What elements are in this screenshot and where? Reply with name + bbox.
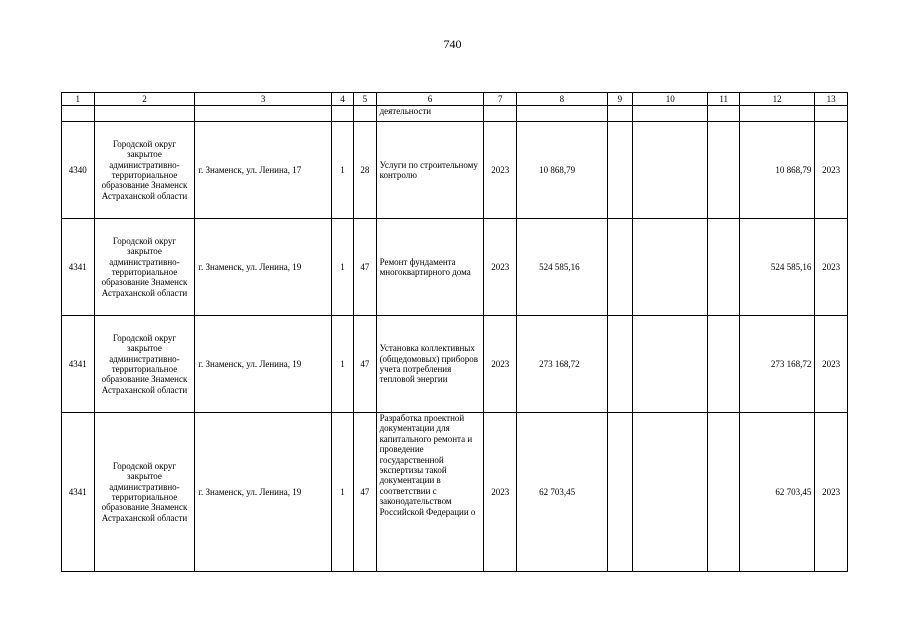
municipality-cell: Городской округ закрытое административно-территориальное образование Знаменск Астраханской области <box>94 219 195 316</box>
cell-empty <box>331 106 353 122</box>
address-cell: г. Знаменск, ул. Ленина, 17 <box>195 122 331 219</box>
header-cell-10: 10 <box>633 93 708 106</box>
col10-cell <box>633 316 708 413</box>
cell-empty <box>815 106 848 122</box>
col13-year-cell: 2023 <box>815 219 848 316</box>
cell-empty <box>740 106 815 122</box>
row-number: 4341 <box>62 219 95 316</box>
municipality-cell: Городской округ закрытое административно-территориальное образование Знаменск Астраханской области <box>94 122 195 219</box>
header-cell-13: 13 <box>815 93 848 106</box>
header-cell-7: 7 <box>484 93 517 106</box>
col5-cell: 28 <box>354 122 376 219</box>
total-cost-cell: 62 703,45 <box>517 413 608 572</box>
col13-year-cell: 2023 <box>815 413 848 572</box>
cell-empty <box>633 106 708 122</box>
row-number: 4341 <box>62 413 95 572</box>
year-cell: 2023 <box>484 122 517 219</box>
year-cell: 2023 <box>484 316 517 413</box>
continuation-text: деятельности <box>376 106 484 122</box>
col4-cell: 1 <box>331 219 353 316</box>
col10-cell <box>633 413 708 572</box>
address-cell: г. Знаменск, ул. Ленина, 19 <box>195 413 331 572</box>
total-cost-cell: 524 585,16 <box>517 219 608 316</box>
col9-cell <box>607 219 632 316</box>
table-row <box>62 122 848 219</box>
col11-cell <box>708 219 740 316</box>
col4-cell: 1 <box>331 122 353 219</box>
table-row <box>62 413 848 572</box>
cell-empty <box>517 106 608 122</box>
cell-empty <box>484 106 517 122</box>
work-type-cell: Услуги по строительному контролю <box>376 122 484 219</box>
col10-cell <box>633 122 708 219</box>
col5-cell: 47 <box>354 316 376 413</box>
row-number: 4341 <box>62 316 95 413</box>
page-number: 740 <box>443 37 462 51</box>
municipality-cell: Городской округ закрытое административно-территориальное образование Знаменск Астраханской области <box>94 316 195 413</box>
cell-empty <box>607 106 632 122</box>
col11-cell <box>708 316 740 413</box>
cell-empty <box>708 106 740 122</box>
cell-empty <box>62 106 95 122</box>
total-cost-cell: 10 868,79 <box>517 122 608 219</box>
work-type-cell: Разработка проектной документации для капитального ремонта и проведение государственной экспертизы такой документации в соответствии с законодательством Российской Федерации о <box>376 413 484 572</box>
col9-cell <box>607 413 632 572</box>
address-cell: г. Знаменск, ул. Ленина, 19 <box>195 219 331 316</box>
cell-empty <box>354 106 376 122</box>
col12-cost-cell: 10 868,79 <box>740 122 815 219</box>
year-cell: 2023 <box>484 219 517 316</box>
col9-cell <box>607 122 632 219</box>
header-cell-4: 4 <box>331 93 353 106</box>
work-type-cell: Установка коллективных (общедомовых) приборов учета потребления тепловой энергии <box>376 316 484 413</box>
col13-year-cell: 2023 <box>815 316 848 413</box>
col5-cell: 47 <box>354 413 376 572</box>
header-row <box>62 93 848 106</box>
header-cell-8: 8 <box>517 93 608 106</box>
header-cell-3: 3 <box>195 93 331 106</box>
header-cell-5: 5 <box>354 93 376 106</box>
header-cell-1: 1 <box>62 93 95 106</box>
col9-cell <box>607 316 632 413</box>
col12-cost-cell: 524 585,16 <box>740 219 815 316</box>
address-cell: г. Знаменск, ул. Ленина, 19 <box>195 316 331 413</box>
year-cell: 2023 <box>484 413 517 572</box>
col13-year-cell: 2023 <box>815 122 848 219</box>
work-type-cell: Ремонт фундамента многоквартирного дома <box>376 219 484 316</box>
col12-cost-cell: 273 168,72 <box>740 316 815 413</box>
table-row <box>62 316 848 413</box>
col4-cell: 1 <box>331 413 353 572</box>
continuation-row <box>62 106 848 122</box>
header-cell-9: 9 <box>607 93 632 106</box>
table-row <box>62 219 848 316</box>
col11-cell <box>708 413 740 572</box>
header-cell-6: 6 <box>376 93 484 106</box>
header-cell-12: 12 <box>740 93 815 106</box>
cell-empty <box>94 106 195 122</box>
col10-cell <box>633 219 708 316</box>
header-cell-11: 11 <box>708 93 740 106</box>
row-number: 4340 <box>62 122 95 219</box>
header-cell-2: 2 <box>94 93 195 106</box>
col4-cell: 1 <box>331 316 353 413</box>
total-cost-cell: 273 168,72 <box>517 316 608 413</box>
data-table <box>61 92 848 572</box>
col12-cost-cell: 62 703,45 <box>740 413 815 572</box>
cell-empty <box>195 106 331 122</box>
municipality-cell: Городской округ закрытое административно-территориальное образование Знаменск Астраханской области <box>94 413 195 572</box>
col5-cell: 47 <box>354 219 376 316</box>
col11-cell <box>708 122 740 219</box>
